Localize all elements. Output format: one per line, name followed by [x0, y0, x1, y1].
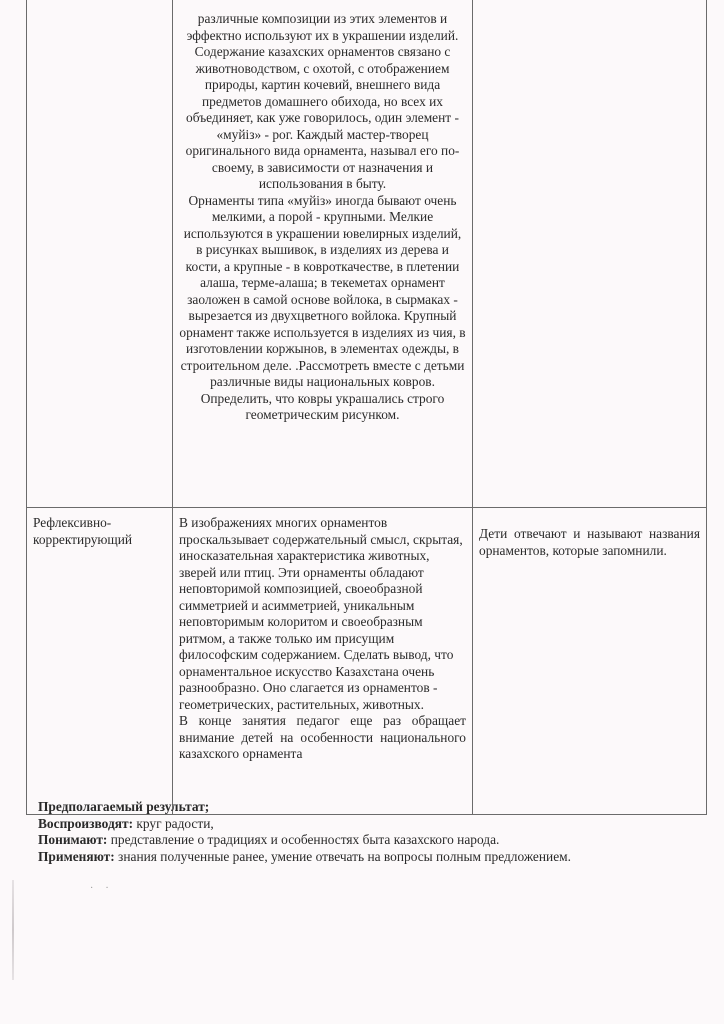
stage-cell	[27, 0, 173, 508]
lesson-plan-table	[26, 0, 707, 815]
content-paragraph: Орнаменты типа «муйіз» иногда бывают очень мелкими, а порой - крупными. Мелкие используются в украшении ювелирных изделий, в рисунках вышивок, в изделиях из дерева и кости, а крупные - в ковроткачестве, в плетении алаша, терме-алаша; в текеметах орнамент заоложен в самой основе войлока, в сырмаках - вырезается из двухцветного войлока. Крупный орнамент также используется в изделиях из чия, в изготовлении коржынов, в элементах одежды, в строительном деле. .Рассмотреть вместе с детьми различные виды национальных ковров. Определить, что ковры украшались строго геометрическим рисунком.	[179, 192, 466, 422]
table-row	[27, 508, 707, 815]
teacher-activity-cell	[173, 0, 473, 508]
expected-results	[38, 799, 698, 865]
result-item	[38, 849, 698, 866]
children-activity-text: Дети отвечают и называют названия орнаментов, которые запомнили.	[479, 526, 700, 558]
result-text: знания полученные ранее, умение отвечать на вопросы полным предложением.	[114, 848, 571, 864]
result-text: круг радости,	[133, 815, 214, 831]
teacher-activity-cell	[173, 508, 473, 815]
result-item	[38, 832, 698, 849]
children-activity-cell	[473, 508, 707, 815]
scan-artifact-dots: ··	[90, 883, 121, 894]
results-heading: Предполагаемый результат;	[38, 799, 210, 814]
result-label: Воспроизводят:	[38, 815, 134, 831]
content-paragraph: различные композиции из этих элементов и эффектно используют их в украшении изделий. Содержание казахских орнаментов связано с животноводством, с охотой, с отображением природы, картин кочевий, внешнего вида предметов домашнего обихода, но всех их объединяет, как уже говорилось, один элемент - «муйіз» - рог. Каждый мастер-творец оригинального вида орнамента, называл его по-своему, в зависимости от назначения и использования в быту.	[185, 11, 460, 191]
result-item	[38, 816, 698, 833]
table-row	[27, 0, 707, 508]
result-text: представление о традициях и особенностях быта казахского народа.	[107, 832, 500, 847]
result-label: Понимают:	[38, 832, 108, 847]
stage-cell	[27, 508, 173, 815]
content-paragraph: В конце занятия педагог еще раз обращает внимание детей на особенности национального казахского орнамента	[179, 713, 466, 761]
stage-label: Рефлексивно-корректирующий	[33, 515, 133, 547]
result-label: Применяют:	[38, 848, 115, 864]
scan-artifact-edge	[12, 880, 14, 980]
content-paragraph: В изображениях многих орнаментов проскальзывает содержательный смысл, скрытая, иносказательная характеристика животных, зверей или птиц. Эти орнаменты обладают неповторимой композицией, своеобразной симметрией и асимметрией, уникальным неповторимым колоритом и своеобразным ритмом, а также только им присущим философским содержанием. Сделать вывод, что орнаментальное искусство Казахстана очень разнообразно. Оно слагается из орнаментов - геометрических, растительных, животных.	[179, 515, 463, 712]
children-activity-cell	[473, 0, 707, 508]
